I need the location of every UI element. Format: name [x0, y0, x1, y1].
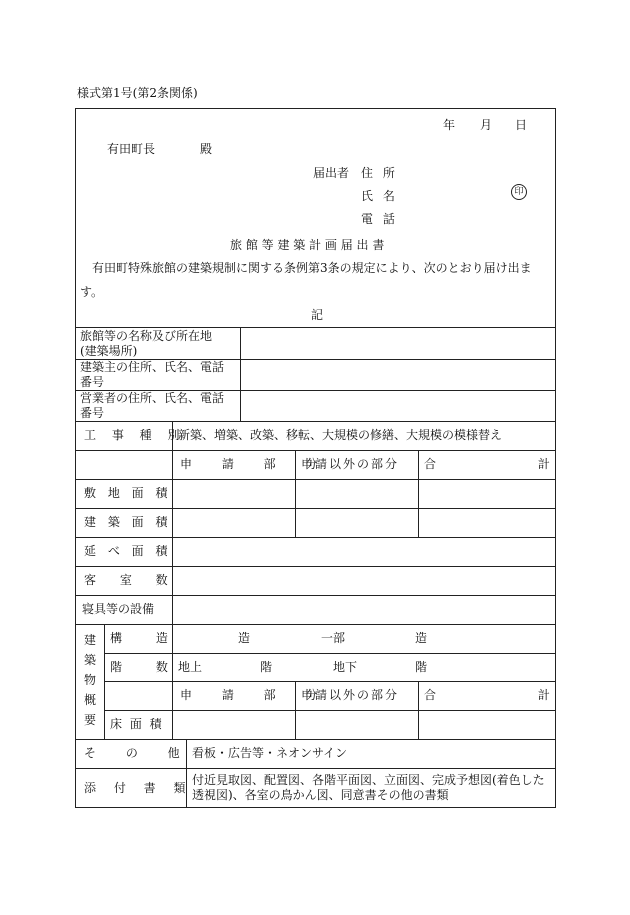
attachments-label: 添 付 書 類: [84, 781, 186, 795]
structure-label: 構 造: [110, 631, 168, 645]
honorific: 殿: [200, 142, 213, 156]
col-header-total: 合 計: [424, 457, 550, 471]
date-month: 月: [480, 118, 493, 132]
col-header-applied: 申 請 部 分: [180, 457, 318, 471]
floors-kai-2: 階: [415, 660, 428, 674]
addressee: 有田町長: [107, 142, 156, 156]
applicant-address-label: 住 所: [361, 166, 395, 180]
floor-area-label: 延 べ 面 積: [84, 544, 168, 558]
col-header-other-2: 申請以外の部分: [301, 688, 400, 702]
guest-rooms-label: 客 室 数: [84, 573, 168, 587]
form-number: 様式第1号(第2条関係): [77, 86, 198, 100]
facility-name-label: 旅館等の名称及び所在地 (建築場所): [80, 329, 213, 358]
other-value: 看板・広告等・ネオンサイン: [192, 746, 348, 760]
floors-label: 階 数: [110, 660, 168, 674]
structure-value-2: 造: [415, 631, 428, 645]
floors-above: 地上: [178, 660, 203, 674]
work-type-label: 工 事 種 別: [84, 428, 180, 442]
building-area-label: 建 築 面 積: [84, 515, 168, 529]
applicant-name-label: 氏 名: [361, 189, 395, 203]
floors-below: 地下: [333, 660, 358, 674]
owner-label: 建築主の住所、氏名、電話 番号: [80, 360, 225, 389]
structure-value-1: 造: [238, 631, 251, 645]
applicant-phone-label: 電 話: [361, 212, 395, 226]
document-title: 旅 館 等 建 築 計 画 届 出 書: [230, 238, 385, 252]
col-header-applied-2: 申 請 部 分: [180, 688, 318, 702]
col-header-total-2: 合 計: [424, 688, 550, 702]
body-text-line2: す。: [80, 285, 104, 299]
date-day: 日: [515, 118, 528, 132]
site-area-label: 敷 地 面 積: [84, 486, 168, 500]
operator-label: 営業者の住所、氏名、電話 番号: [80, 391, 225, 420]
seal-mark: 印: [511, 184, 527, 200]
floor-area-2-label: 床 面 積: [110, 717, 162, 731]
bedding-label: 寝具等の設備: [82, 602, 155, 616]
building-overview-label: 建 築 物 概 要: [84, 633, 97, 727]
date-year: 年: [443, 118, 456, 132]
structure-partial: 一部: [321, 631, 346, 645]
other-label: そ の 他: [84, 746, 180, 760]
col-header-other: 申請以外の部分: [301, 457, 400, 471]
applicant-label: 届出者: [313, 166, 350, 180]
attachments-value: 付近見取図、配置図、各階平面図、立面図、完成予想図(着色した 透視図)、各室の鳥かん図、同意書その他の書類: [192, 773, 545, 802]
floors-kai-1: 階: [260, 660, 273, 674]
body-text-line1: 有田町特殊旅館の建築規制に関する条例第3条の規定により、次のとおり届け出ま: [92, 261, 532, 275]
work-type-value: 新築、増築、改築、移転、大規模の修繕、大規模の模様替え: [178, 428, 503, 442]
ki-label: 記: [311, 308, 324, 322]
